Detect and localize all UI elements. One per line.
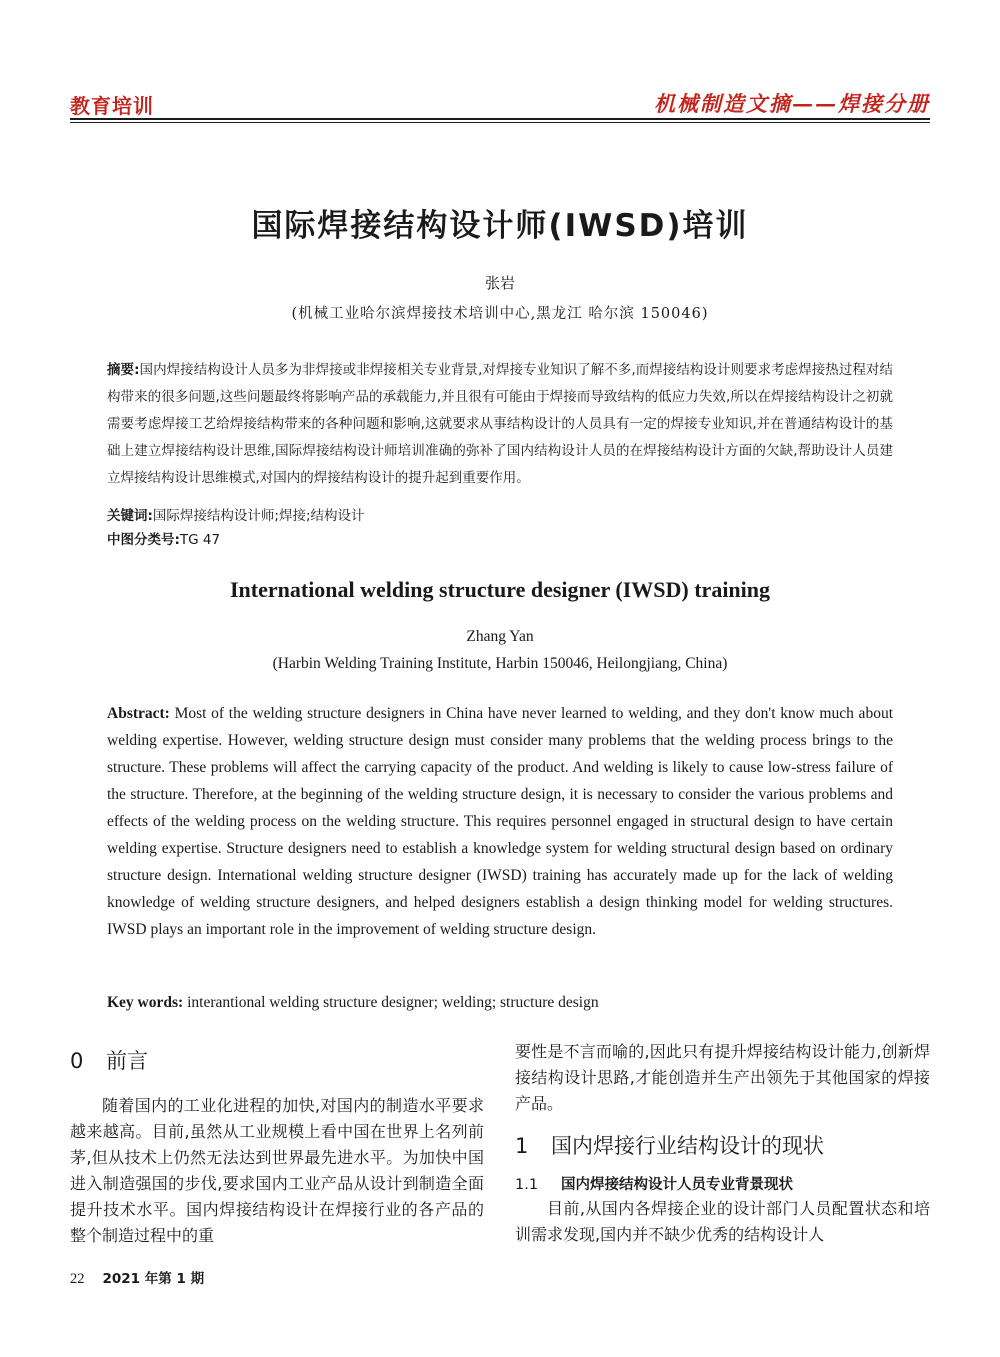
affiliation-cn: (机械工业哈尔滨焊接技术培训中心,黑龙江 哈尔滨 150046): [291, 306, 709, 322]
author-cn: 张岩: [484, 274, 515, 292]
keywords-cn-text: 国际焊接结构设计师;焊接;结构设计: [152, 508, 365, 524]
paragraph-intro: 随着国内的工业化进程的加快,对国内的制造水平要求越来越高。目前,虽然从工业规模上看中国在世界上名列前茅,但从技术上仍然无法达到世界最先进水平。为加快中国进入制造强国的步伐,要求国内工业产品从设计到制造全面提升技术水平。国内焊接结构设计在焊接行业的各产品的整个制造过程中的重: [70, 1096, 484, 1245]
section-number: 1: [515, 1134, 529, 1158]
section-title: 前言: [106, 1049, 148, 1073]
keywords-en: [107, 994, 599, 1012]
affiliation-en: (Harbin Welding Training Institute, Harbin 150046, Heilongjiang, China): [272, 655, 728, 672]
clc-number: [107, 528, 220, 548]
abstract-en: [107, 700, 893, 943]
keywords-cn: [107, 504, 365, 524]
section-number: 0: [70, 1049, 84, 1073]
author-en: Zhang Yan: [466, 628, 534, 645]
keywords-en-label: Key words:: [107, 994, 184, 1011]
paragraph-1-1: 目前,从国内各焊接企业的设计部门人员配置状态和培训需求发现,国内并不缺少优秀的结构设计人: [515, 1199, 930, 1244]
paragraph-continued: 要性是不言而喻的,因此只有提升焊接结构设计能力,创新焊接结构设计思路,才能创造并生产出领先于其他国家的焊接产品。: [515, 1042, 930, 1113]
page-number: 22: [70, 1271, 85, 1287]
subsection-heading-1-1: [515, 1173, 930, 1194]
keywords-cn-label: 关键词:: [107, 508, 153, 524]
journal-section-label: 教育培训: [70, 94, 154, 118]
header-divider: [70, 118, 930, 120]
clc-label: 中图分类号:: [107, 532, 180, 548]
abstract-cn-text: 国内焊接结构设计人员多为非焊接或非焊接相关专业背景,对焊接专业知识了解不多,而焊接结构设计则要求考虑焊接热过程对结构带来的很多问题,这些问题最终将影响产品的承载能力,并且很有可能由于焊接而导致结构的低应力失效,所以在焊接结构设计之初就需要考虑焊接工艺给焊接结构带来的各种问题和影响,这就要求从事结构设计的人员具有一定的焊接专业知识,并在普通结构设计的基础上建立焊接结构设计思维,国际焊接结构设计师培训准确的弥补了国内结构设计人员的在焊接结构设计方面的欠缺,帮助设计人员建立焊接结构设计思维模式,对国内的焊接结构设计的提升起到重要作用。: [107, 362, 893, 486]
paper-title-en: International welding structure designer (IWSD) training: [229, 577, 771, 602]
page-footer: [70, 1267, 204, 1288]
abstract-cn: [107, 357, 893, 492]
subsection-number: 1.1: [515, 1177, 539, 1193]
keywords-en-text: interantional welding structure designer; welding; structure design: [183, 994, 599, 1011]
section-heading-0: [70, 1045, 484, 1075]
issue-label: 2021 年第 1 期: [102, 1271, 205, 1287]
journal-title: 机械制造文摘——焊接分册: [654, 91, 930, 116]
section-heading-1: [515, 1130, 930, 1160]
clc-text: TG 47: [179, 532, 221, 548]
abstract-en-text: Most of the welding structure designers in China have never learned to welding, and they don't know much about welding expertise. However, welding structure design must consider many problems that the welding process brings to the structure. These problems will affect the carrying capacity of the product. And welding is likely to cause low-stress failure of the structure. Therefore, at the beginning of the welding structure design, it is necessary to consider the various problems and effects of the welding process on the welding structure. This requires personnel engaged in structural design to have certain welding expertise. Structure designers need to establish a knowledge system for welding structural design based on ordinary structure design. International welding structure designer (IWSD) training has accurately made up for the lack of welding knowledge of welding structure designers, and helped designers establish a design thinking model for welding structures. IWSD plays an important role in the improvement of welding structure design.: [107, 705, 893, 938]
header-divider-thin: [70, 122, 930, 123]
abstract-cn-label: 摘要:: [107, 362, 140, 378]
paper-title-cn: 国际焊接结构设计师(IWSD)培训: [251, 208, 749, 244]
section-title: 国内焊接行业结构设计的现状: [551, 1134, 824, 1158]
abstract-en-label: Abstract:: [107, 705, 170, 722]
subsection-title: 国内焊接结构设计人员专业背景现状: [561, 1177, 793, 1193]
